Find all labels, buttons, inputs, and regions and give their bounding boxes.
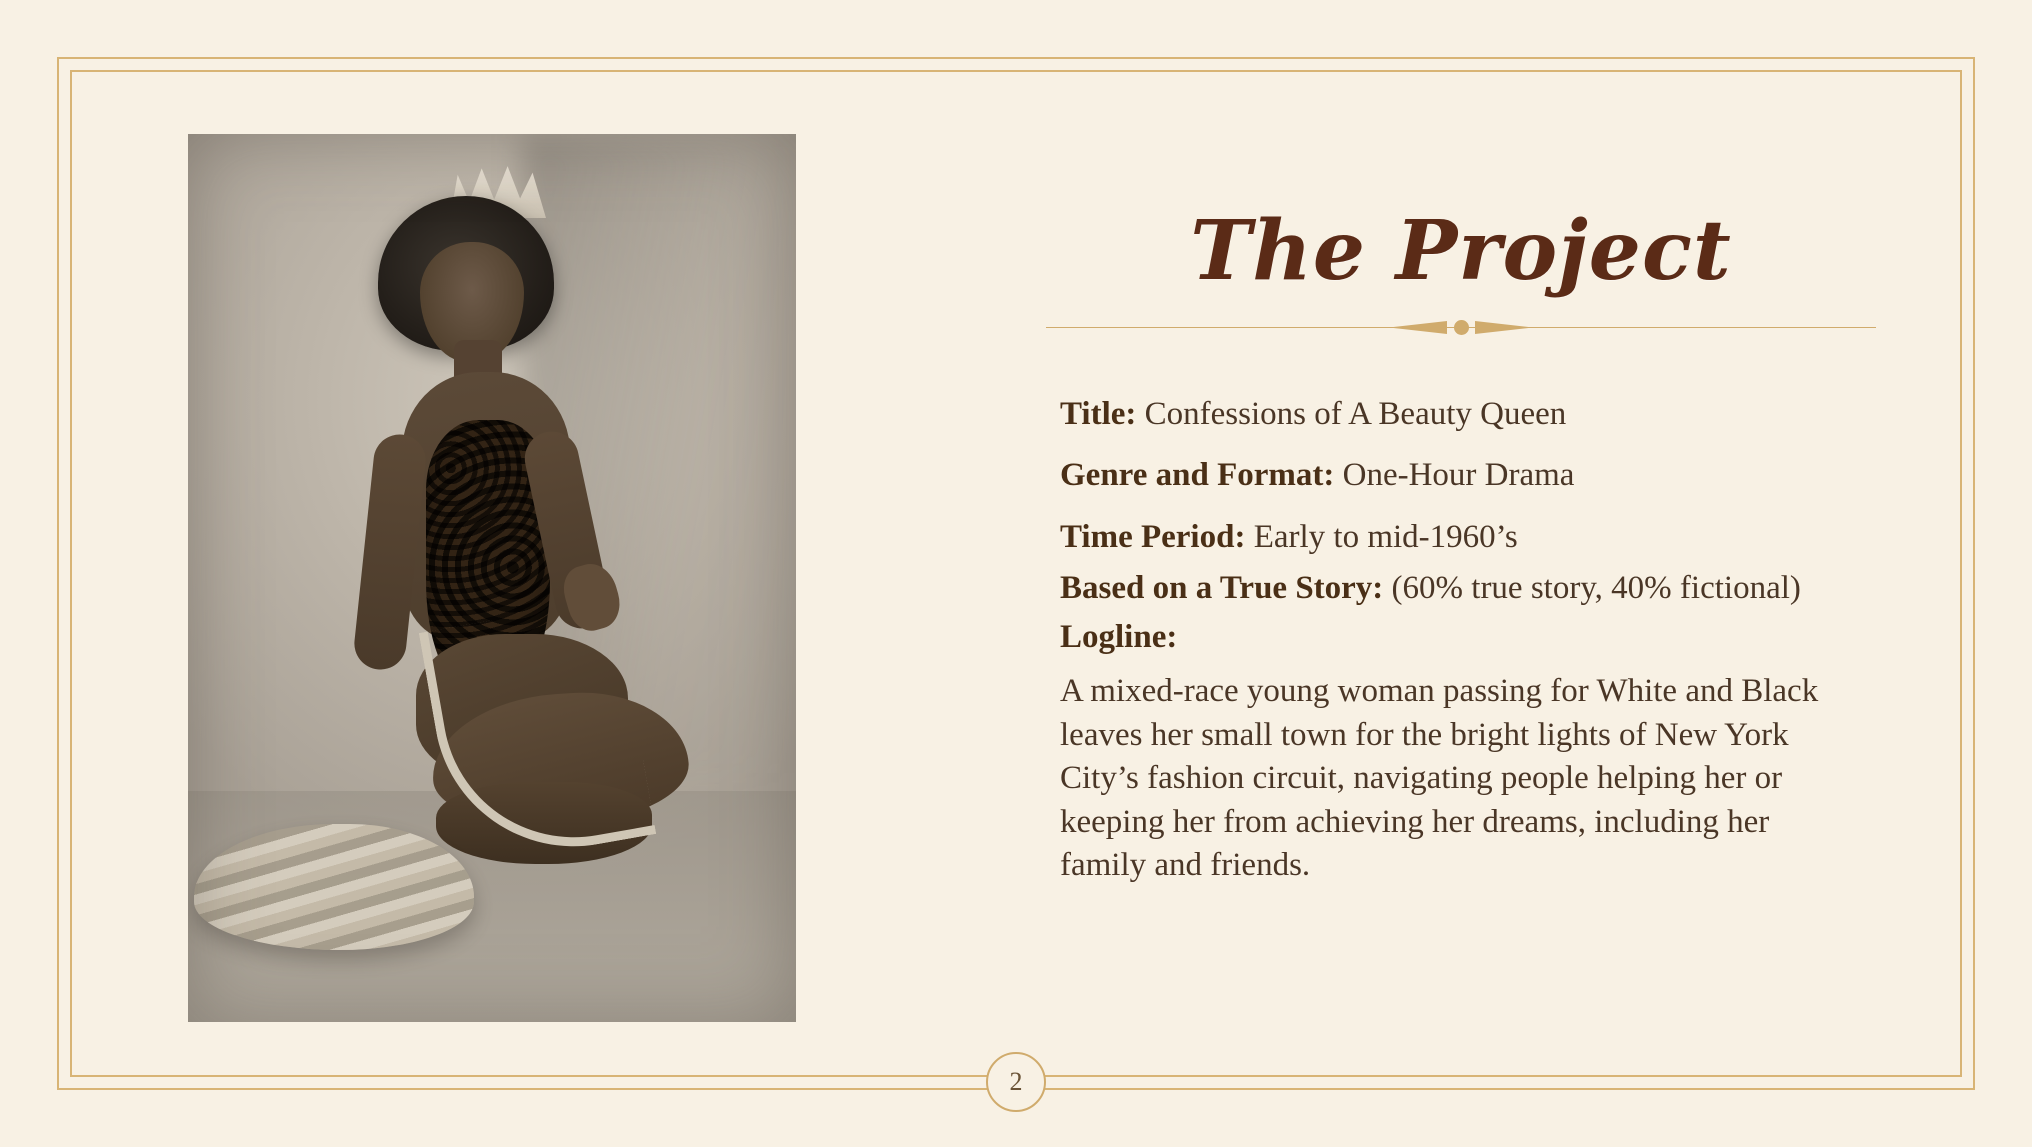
- divider-right-wing-icon: [1475, 321, 1533, 334]
- field-genre-format: [1060, 455, 1876, 496]
- field-title: [1060, 394, 1876, 435]
- field-based-on-true-story-label: Based on a True Story:: [1060, 569, 1384, 606]
- field-time-period-label: Time Period:: [1060, 518, 1246, 555]
- page-number-badge: [986, 1052, 1046, 1112]
- project-details: [1046, 394, 1876, 888]
- field-title-label: Title:: [1060, 396, 1137, 432]
- page-number: 2: [1009, 1067, 1023, 1096]
- divider-dot-icon: [1454, 320, 1469, 335]
- photo-vignette: [188, 134, 796, 1022]
- field-based-on-true-story-value: (60% true story, 40% fictional): [1391, 569, 1801, 606]
- page-title: The Project: [1190, 203, 1732, 299]
- field-title-value: Confessions of A Beauty Queen: [1144, 396, 1567, 432]
- ornamental-divider: [1046, 314, 1876, 340]
- field-genre-format-label: Genre and Format:: [1060, 457, 1335, 494]
- field-genre-format-value: One-Hour Drama: [1342, 457, 1575, 494]
- logline-label: Logline:: [1060, 619, 1178, 655]
- logline-body: A mixed-race young woman passing for White and Black leaves her small town for the bright lights of New York City’s fashion circuit, navigating people helping her or keeping her from achieving her dreams, including her family and friends.: [1060, 673, 1819, 884]
- vintage-photograph: [188, 134, 796, 1022]
- field-time-period: [1060, 517, 1876, 558]
- field-based-on-true-story: [1060, 568, 1876, 609]
- divider-left-wing-icon: [1389, 321, 1447, 334]
- field-time-period-value: Early to mid-1960’s: [1253, 518, 1518, 555]
- photo-frame: [188, 134, 796, 1022]
- content-column: [1046, 203, 1876, 888]
